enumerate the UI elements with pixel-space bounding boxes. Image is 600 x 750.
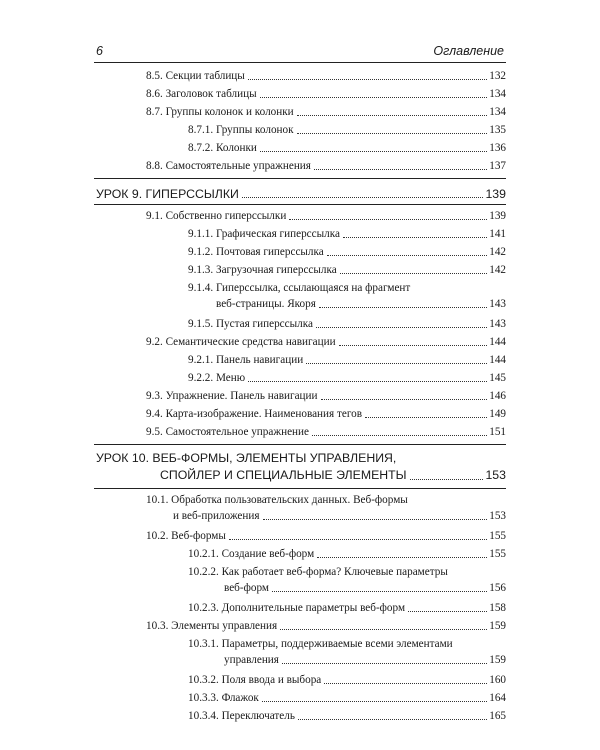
- leader-dots: [248, 381, 487, 382]
- entry-title: Пустая гиперссылка: [215, 318, 313, 330]
- leader-dots: [319, 307, 487, 308]
- leader-dots: [263, 519, 488, 520]
- leader-dots: [242, 197, 484, 198]
- entry-title: Секции таблицы: [165, 70, 245, 82]
- toc-entry-9-1-2[interactable]: [188, 244, 506, 260]
- entry-number: 10.2.2.: [188, 566, 219, 578]
- entry-title: Самостоятельные упражнения: [165, 160, 311, 172]
- entry-number: 9.2.: [146, 336, 163, 348]
- entry-page: 137: [489, 160, 506, 172]
- toc-entry-10-3-1[interactable]: [188, 636, 506, 668]
- toc-entry-8-7-2[interactable]: [188, 140, 506, 156]
- entry-page: 143: [489, 298, 506, 310]
- entry-page: 149: [489, 408, 506, 420]
- section-divider: [94, 178, 506, 179]
- leader-dots: [280, 629, 487, 630]
- entry-title: Собственно гиперссылки: [165, 210, 287, 222]
- leader-dots: [297, 115, 488, 116]
- entry-number: 8.6.: [146, 88, 163, 100]
- entry-title-line2: управления: [224, 654, 279, 666]
- entry-page: 144: [489, 336, 506, 348]
- leader-dots: [340, 273, 487, 274]
- entry-page: 159: [489, 620, 506, 632]
- entry-page: 155: [489, 548, 506, 560]
- entry-title: Колонки: [215, 142, 257, 154]
- entry-title: Группы колонок и колонки: [165, 106, 294, 118]
- entry-title: Переключатель: [221, 710, 295, 722]
- entry-title: Карта-изображение. Наименования тегов: [165, 408, 363, 420]
- toc-entry-10-2-2[interactable]: [188, 564, 506, 596]
- toc-entry-9-5[interactable]: [146, 424, 506, 440]
- entry-number: 9.1.1.: [188, 228, 214, 240]
- entry-page: 134: [489, 106, 506, 118]
- section-divider: [94, 444, 506, 445]
- toc-entry-10-1[interactable]: [146, 492, 506, 524]
- entry-title: Группы колонок: [215, 124, 294, 136]
- entry-page: 142: [489, 264, 506, 276]
- leader-dots: [408, 611, 487, 612]
- leader-dots: [260, 97, 488, 98]
- entry-title: Поля ввода и выбора: [221, 674, 322, 686]
- entry-page: 153: [489, 510, 506, 522]
- entry-page: 136: [489, 142, 506, 154]
- entry-number: 10.1.: [146, 494, 169, 506]
- toc-entry-8-6[interactable]: [146, 86, 506, 102]
- entry-title-line1: Гиперссылка, ссылающаяся на фрагмент: [215, 282, 411, 294]
- entry-page: 153: [485, 468, 506, 482]
- leader-dots: [343, 237, 487, 238]
- entry-number: 9.5.: [146, 426, 163, 438]
- entry-number: 10.3.4.: [188, 710, 219, 722]
- entry-number: 9.3.: [146, 390, 163, 402]
- entry-title: Почтовая гиперссылка: [215, 246, 324, 258]
- entry-number: 9.4.: [146, 408, 163, 420]
- entry-page: 139: [489, 210, 506, 222]
- leader-dots: [339, 345, 488, 346]
- entry-page: 165: [489, 710, 506, 722]
- toc-entry-9-1-4[interactable]: [188, 280, 506, 312]
- toc-entry-9-1[interactable]: [146, 208, 506, 224]
- entry-number: 8.7.1.: [188, 124, 214, 136]
- entry-page: 132: [489, 70, 506, 82]
- entry-title: Загрузочная гиперссылка: [215, 264, 337, 276]
- entry-page: 144: [489, 354, 506, 366]
- entry-number: 9.1.2.: [188, 246, 214, 258]
- entry-page: 139: [485, 187, 506, 201]
- entry-title: Дополнительные параметры веб-форм: [221, 602, 406, 614]
- entry-page: 142: [489, 246, 506, 258]
- entry-page: 164: [489, 692, 506, 704]
- toc-entry-9-2-2[interactable]: [188, 370, 506, 386]
- entry-title: Элементы управления: [171, 620, 278, 632]
- entry-title: Самостоятельное упражнение: [165, 426, 309, 438]
- leader-dots: [289, 219, 487, 220]
- entry-number: 10.2.3.: [188, 602, 219, 614]
- toc-entry-8-5[interactable]: [146, 68, 506, 84]
- lesson-title-line1: УРОК 10. ВЕБ-ФОРМЫ, ЭЛЕМЕНТЫ УПРАВЛЕНИЯ,: [96, 451, 397, 465]
- entry-page: 146: [489, 390, 506, 402]
- toc-entry-9-2[interactable]: [146, 334, 506, 350]
- leader-dots: [410, 479, 484, 480]
- entry-page: 143: [489, 318, 506, 330]
- toc-entry-9-1-5[interactable]: [188, 316, 506, 332]
- entry-title: Заголовок таблицы: [165, 88, 257, 100]
- entry-title: Семантические средства навигации: [165, 336, 336, 348]
- entry-number: 10.3.: [146, 620, 169, 632]
- entry-number: 10.2.1.: [188, 548, 219, 560]
- entry-number: 10.3.2.: [188, 674, 219, 686]
- entry-number: 9.1.: [146, 210, 163, 222]
- entry-title: Создание веб-форм: [221, 548, 315, 560]
- toc-entry-8-7-1[interactable]: [188, 122, 506, 138]
- leader-dots: [314, 169, 487, 170]
- toc-entry-10-2[interactable]: [146, 528, 506, 544]
- leader-dots: [317, 557, 487, 558]
- entry-number: 10.3.3.: [188, 692, 219, 704]
- toc-entry-10-3-3[interactable]: [188, 690, 506, 706]
- toc-entry-8-7[interactable]: [146, 104, 506, 120]
- leader-dots: [321, 399, 488, 400]
- lesson-title: УРОК 9. ГИПЕРССЫЛКИ: [96, 187, 239, 201]
- entry-title-line1: Как работает веб-форма? Ключевые параметры: [221, 566, 448, 578]
- entry-number: 10.3.1.: [188, 638, 219, 650]
- toc-entry-9-3[interactable]: [146, 388, 506, 404]
- leader-dots: [365, 417, 487, 418]
- header-title: Оглавление: [433, 44, 504, 58]
- leader-dots: [260, 151, 487, 152]
- leader-dots: [298, 719, 487, 720]
- entry-title: Веб-формы: [171, 530, 226, 542]
- entry-title-line1: Параметры, поддерживаемые всеми элементами: [221, 638, 453, 650]
- toc-entry-9-4[interactable]: [146, 406, 506, 422]
- leader-dots: [282, 663, 487, 664]
- leader-dots: [306, 363, 487, 364]
- leader-dots: [262, 701, 487, 702]
- entry-number: 9.1.5.: [188, 318, 214, 330]
- entry-title-line2: веб-форм: [224, 582, 269, 594]
- leader-dots: [327, 255, 487, 256]
- toc-entry-9-1-3[interactable]: [188, 262, 506, 278]
- leader-dots: [272, 591, 487, 592]
- leader-dots: [297, 133, 488, 134]
- toc-entry-10-2-3[interactable]: [188, 600, 506, 616]
- entry-number: 9.1.3.: [188, 264, 214, 276]
- toc-entry-10-2-1[interactable]: [188, 546, 506, 562]
- leader-dots: [316, 327, 487, 328]
- entry-number: 8.7.: [146, 106, 163, 118]
- section-divider: [94, 204, 506, 205]
- entry-title: Упражнение. Панель навигации: [165, 390, 318, 402]
- entry-page: 158: [489, 602, 506, 614]
- entry-page: 159: [489, 654, 506, 666]
- entry-number: 10.2.: [146, 530, 169, 542]
- entry-number: 9.2.1.: [188, 354, 214, 366]
- section-divider: [94, 488, 506, 489]
- leader-dots: [248, 79, 487, 80]
- entry-title: Флажок: [221, 692, 259, 704]
- entry-number: 8.8.: [146, 160, 163, 172]
- toc-entry-9-2-1[interactable]: [188, 352, 506, 368]
- entry-page: 141: [489, 228, 506, 240]
- entry-title: Панель навигации: [215, 354, 304, 366]
- lesson-title-line2: СПОЙЛЕР И СПЕЦИАЛЬНЫЕ ЭЛЕМЕНТЫ: [160, 468, 407, 482]
- entry-number: 8.7.2.: [188, 142, 214, 154]
- toc-lesson-10[interactable]: [96, 450, 506, 484]
- entry-page: 151: [489, 426, 506, 438]
- entry-page: 145: [489, 372, 506, 384]
- leader-dots: [324, 683, 487, 684]
- entry-page: 135: [489, 124, 506, 136]
- leader-dots: [312, 435, 487, 436]
- entry-title-line1: Обработка пользовательских данных. Веб-формы: [171, 494, 408, 506]
- entry-page: 155: [489, 530, 506, 542]
- toc-entry-10-3[interactable]: [146, 618, 506, 634]
- leader-dots: [229, 539, 487, 540]
- entry-number: 8.5.: [146, 70, 163, 82]
- entry-page: 134: [489, 88, 506, 100]
- toc-entry-9-1-1[interactable]: [188, 226, 506, 242]
- entry-page: 156: [489, 582, 506, 594]
- entry-page: 160: [489, 674, 506, 686]
- page-number: 6: [96, 44, 103, 58]
- toc-lesson-9[interactable]: [96, 186, 506, 202]
- entry-title-line2: и веб-приложения: [173, 510, 260, 522]
- entry-number: 9.1.4.: [188, 282, 214, 294]
- entry-title: Меню: [215, 372, 246, 384]
- toc-entry-8-8[interactable]: [146, 158, 506, 174]
- entry-title-line2: веб-страницы. Якоря: [216, 298, 316, 310]
- toc-entry-10-3-4[interactable]: [188, 708, 506, 724]
- entry-title: Графическая гиперссылка: [215, 228, 340, 240]
- running-header: [94, 42, 506, 63]
- entry-number: 9.2.2.: [188, 372, 214, 384]
- toc-entry-10-3-2[interactable]: [188, 672, 506, 688]
